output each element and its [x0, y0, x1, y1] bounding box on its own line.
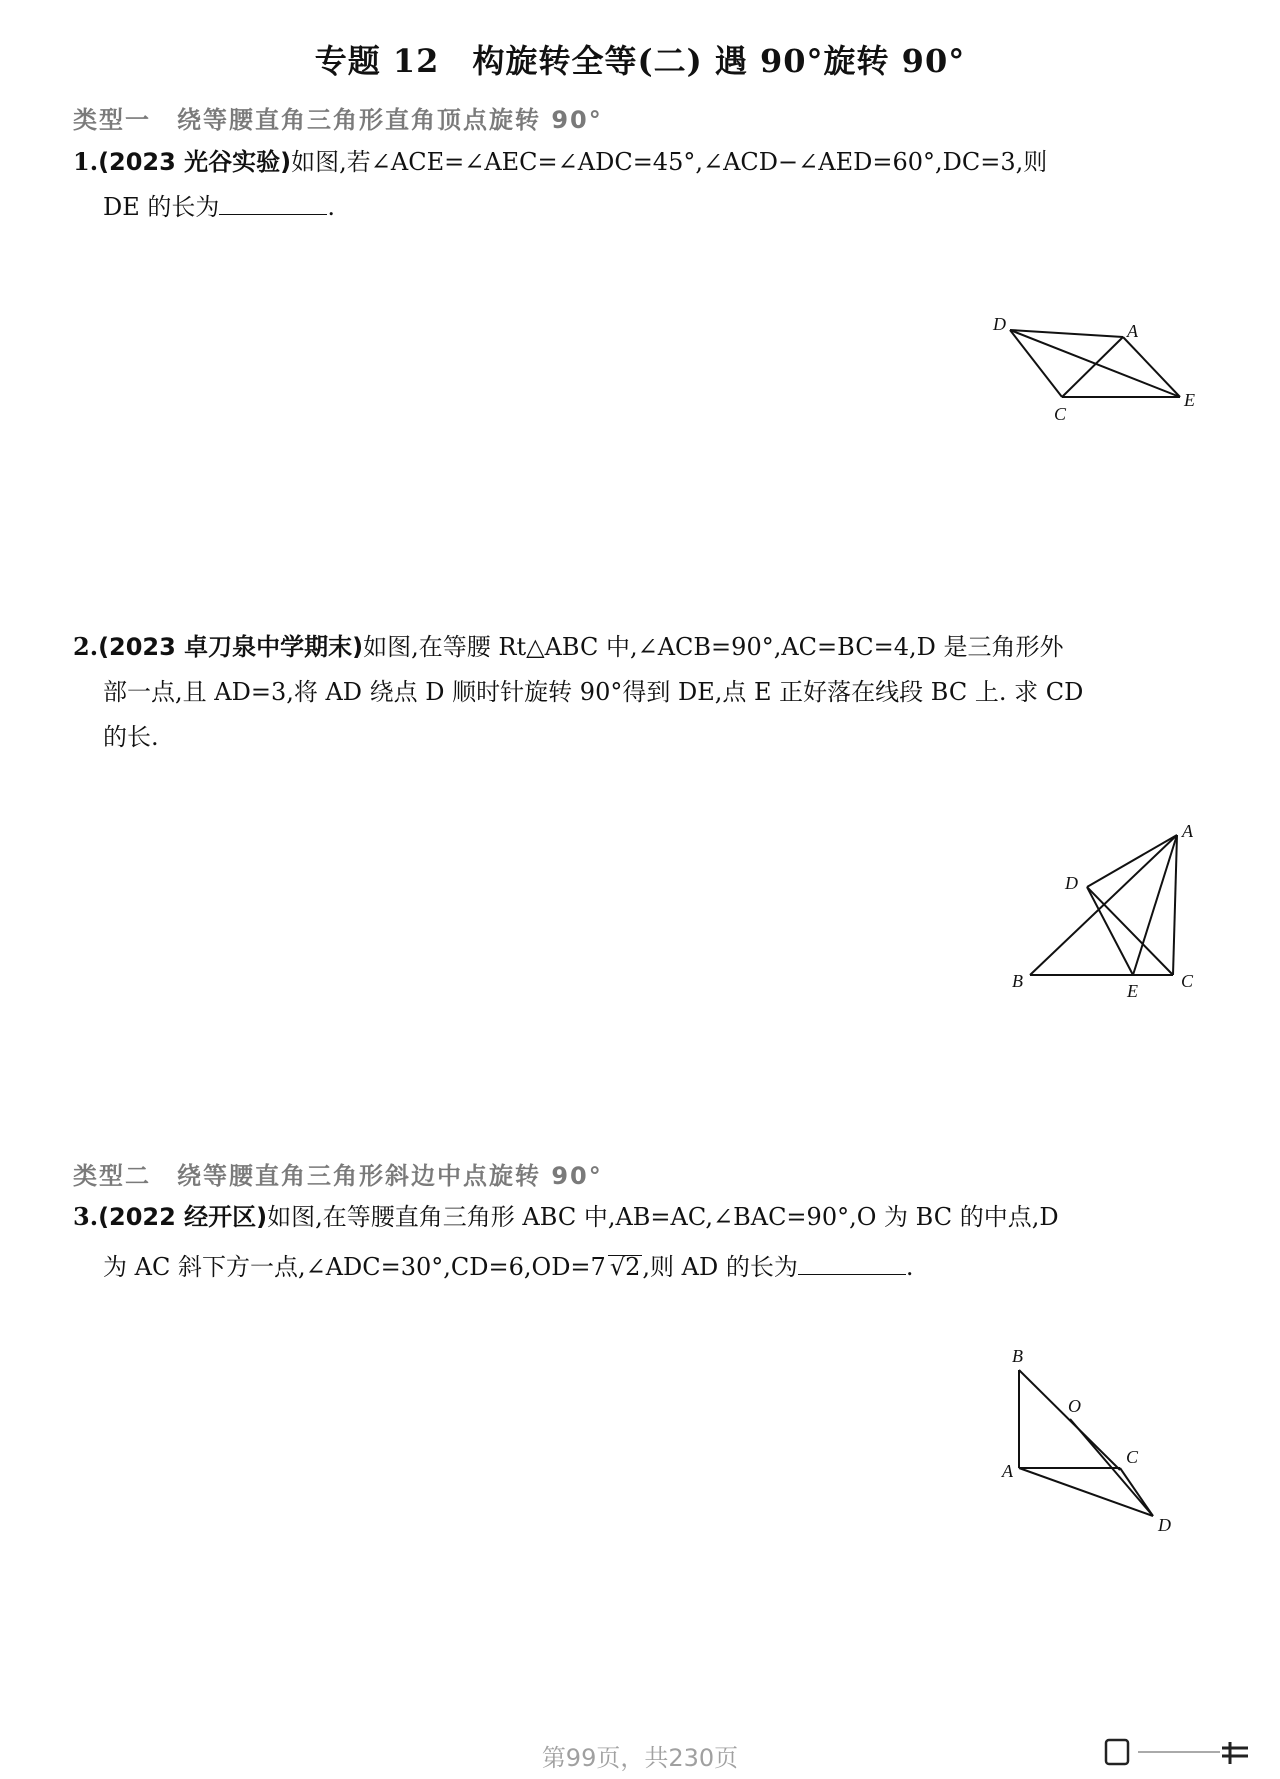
label-b: B	[1012, 971, 1023, 991]
question-2-line-2	[103, 675, 1083, 709]
segment-ca	[1173, 835, 1177, 975]
label-o: O	[1068, 1396, 1081, 1416]
section-heading-type-1: 类型一 绕等腰直角三角形直角顶点旋转 90°	[73, 106, 603, 134]
segment-dc	[1087, 887, 1173, 975]
label-e: E	[1184, 390, 1195, 410]
label-a: A	[1002, 1461, 1013, 1481]
sqrt-radicand: 2	[625, 1253, 641, 1281]
question-1-line-2	[103, 190, 335, 224]
figure-question-2	[1000, 815, 1210, 1005]
figure-question-3	[990, 1340, 1190, 1560]
label-c: C	[1181, 971, 1194, 991]
figure-question-1	[980, 300, 1220, 430]
label-d: D	[1065, 873, 1078, 893]
question-3-period: .	[905, 1253, 914, 1281]
question-3-line-2	[103, 1250, 914, 1284]
question-2-text-1: 如图,在等腰 Rt△ABC 中,∠ACB=90°,AC=BC=4,D 是三角形外	[363, 633, 1064, 661]
question-2-text-2: 部一点,且 AD=3,将 AD 绕点 D 顺时针旋转 90°得到 DE,点 E 正好落在线段 BC 上. 求 CD	[103, 678, 1084, 706]
question-2-line-1	[73, 630, 1063, 664]
question-3-text-3: ,则 AD 的长为	[642, 1253, 798, 1281]
label-e: E	[1127, 981, 1138, 1001]
question-2-text-3: 的长.	[103, 723, 159, 751]
label-a: A	[1127, 321, 1138, 341]
question-1-period: .	[327, 193, 336, 221]
segment-de	[1087, 887, 1133, 975]
question-3-text-2: 为 AC 斜下方一点,∠ADC=30°,CD=6,OD=7	[103, 1253, 606, 1281]
question-1-text-2: DE 的长为	[103, 193, 220, 221]
question-1-line-1	[73, 145, 1047, 179]
label-d: D	[993, 314, 1006, 334]
question-3-source: (2022 经开区)	[98, 1203, 268, 1231]
question-2-number: 2.	[73, 632, 99, 661]
question-3-text-1: 如图,在等腰直角三角形 ABC 中,AB=AC,∠BAC=90°,O 为 BC 的中点,D	[267, 1203, 1059, 1231]
label-c: C	[1126, 1447, 1139, 1467]
question-3-number: 3.	[73, 1202, 99, 1231]
question-3-line-1	[73, 1200, 1059, 1234]
question-1-text-1: 如图,若∠ACE=∠AEC=∠ADC=45°,∠ACD−∠AED=60°,DC=3,则	[291, 148, 1048, 176]
sqrt-expression: √2	[609, 1253, 641, 1281]
label-a: A	[1182, 821, 1193, 841]
segment-ae	[1123, 337, 1180, 397]
section-heading-type-2: 类型二 绕等腰直角三角形斜边中点旋转 90°	[73, 1162, 603, 1190]
question-1-source: (2023 光谷实验)	[98, 148, 292, 176]
question-1-number: 1.	[73, 147, 99, 176]
segment-bc	[1019, 1370, 1120, 1470]
fullscreen-icon[interactable]	[1102, 1738, 1252, 1768]
label-c: C	[1054, 404, 1067, 424]
answer-blank-1[interactable]	[219, 192, 327, 215]
page-title: 专题 12 构旋转全等(二) 遇 90°旋转 90°	[314, 42, 966, 80]
answer-blank-3[interactable]	[798, 1252, 906, 1275]
label-d: D	[1158, 1515, 1171, 1535]
question-2-line-3	[103, 720, 159, 754]
segment-ca	[1062, 337, 1123, 397]
page-counter: 第99页，共230页	[541, 1744, 739, 1772]
question-2-source: (2023 卓刀泉中学期末)	[98, 633, 364, 661]
label-b: B	[1012, 1346, 1023, 1366]
